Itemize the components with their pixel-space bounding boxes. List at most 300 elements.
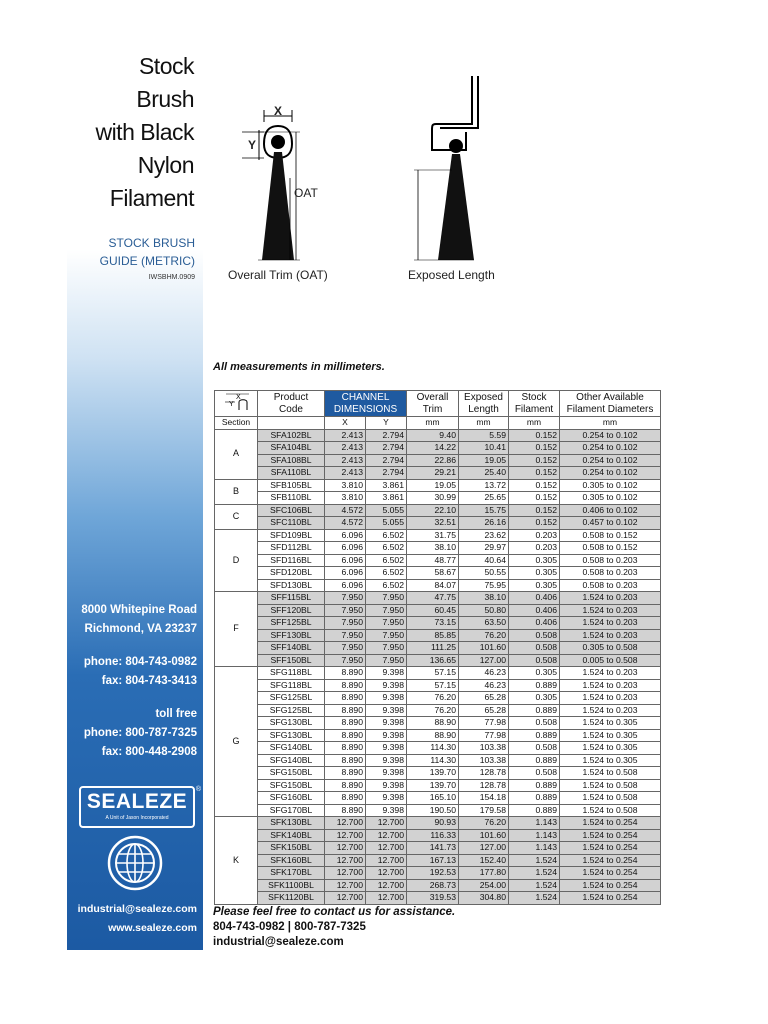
table-cell: 0.889: [509, 754, 560, 767]
table-cell: 63.50: [459, 617, 509, 630]
table-cell: 128.78: [459, 779, 509, 792]
table-cell: 1.524 to 0.305: [560, 717, 661, 730]
table-cell: 8.890: [325, 779, 366, 792]
table-cell: 0.305: [509, 579, 560, 592]
table-row: [215, 654, 661, 667]
logo-registered: ®: [195, 786, 201, 793]
table-cell: 8.890: [325, 692, 366, 705]
table-cell: 38.10: [459, 592, 509, 605]
table-cell: 3.861: [366, 492, 407, 505]
product-title: [95, 50, 194, 215]
table-cell: 7.950: [366, 629, 407, 642]
table-row: [215, 892, 661, 905]
table-cell: 76.20: [459, 817, 509, 830]
table-cell: 0.305: [509, 692, 560, 705]
table-cell: 190.50: [407, 804, 459, 817]
table-cell: 50.55: [459, 567, 509, 580]
table-cell: SFG118BL: [258, 679, 325, 692]
table-cell: SFK150BL: [258, 842, 325, 855]
table-cell: 57.15: [407, 679, 459, 692]
table-cell: SFG125BL: [258, 692, 325, 705]
table-cell: 2.794: [366, 442, 407, 455]
table-cell: 4.572: [325, 504, 366, 517]
brush-spec-table: [214, 390, 661, 905]
table-cell: SFD130BL: [258, 579, 325, 592]
email-link[interactable]: industrial@sealeze.com: [77, 903, 197, 915]
table-cell: 12.700: [325, 842, 366, 855]
table-cell: SFK130BL: [258, 817, 325, 830]
table-cell: 2.413: [325, 454, 366, 467]
table-cell: 2.413: [325, 467, 366, 480]
table-cell: 12.700: [325, 829, 366, 842]
table-cell: 77.98: [459, 717, 509, 730]
table-cell: SFC110BL: [258, 517, 325, 530]
table-row: [215, 479, 661, 492]
table-cell: 6.502: [366, 579, 407, 592]
table-cell: SFG130BL: [258, 717, 325, 730]
table-cell: 0.508 to 0.203: [560, 579, 661, 592]
table-cell: 22.10: [407, 504, 459, 517]
header-line: Product: [273, 391, 309, 403]
table-cell: 8.890: [325, 804, 366, 817]
table-cell: 0.508 to 0.152: [560, 529, 661, 542]
table-cell: 9.398: [366, 679, 407, 692]
sidebar: [67, 228, 203, 950]
channel-dimensions-header: [325, 391, 407, 417]
table-cell: 65.28: [459, 692, 509, 705]
table-cell: 1.524: [509, 879, 560, 892]
table-row: [215, 704, 661, 717]
title-line: Nylon: [137, 152, 194, 178]
table-cell: SFD112BL: [258, 542, 325, 555]
table-cell: 88.90: [407, 717, 459, 730]
section-icon: [221, 391, 251, 411]
table-cell: 1.524 to 0.203: [560, 629, 661, 642]
oat-label: OAT: [294, 186, 318, 200]
table-cell: 0.152: [509, 454, 560, 467]
tollfree-phone[interactable]: phone: 800-787-7325: [83, 727, 197, 739]
table-cell: 12.700: [366, 854, 407, 867]
table-cell: SFD116BL: [258, 554, 325, 567]
tollfree-label: toll free: [155, 708, 197, 720]
table-cell: 9.398: [366, 792, 407, 805]
table-cell: 48.77: [407, 554, 459, 567]
header-line: Trim: [422, 403, 443, 415]
table-row: [215, 492, 661, 505]
header-line: Stock: [521, 391, 547, 403]
table-cell: 103.38: [459, 754, 509, 767]
table-cell: 0.152: [509, 429, 560, 442]
table-cell: 1.524 to 0.254: [560, 842, 661, 855]
table-cell: 0.152: [509, 442, 560, 455]
footer-email[interactable]: industrial@sealeze.com: [213, 936, 344, 948]
exposed-length-header: [459, 391, 509, 417]
x-dimension-label: X: [274, 104, 283, 118]
exposed-length-caption: Exposed Length: [408, 268, 495, 282]
table-row: [215, 579, 661, 592]
table-cell: SFG150BL: [258, 779, 325, 792]
table-cell: 0.305: [509, 567, 560, 580]
table-cell: SFA104BL: [258, 442, 325, 455]
table-row: [215, 792, 661, 805]
table-cell: 8.890: [325, 704, 366, 717]
table-cell: 9.398: [366, 754, 407, 767]
table-row: [215, 429, 661, 442]
table-cell: 0.406 to 0.102: [560, 504, 661, 517]
section-cell: G: [215, 667, 258, 817]
table-cell: 1.524 to 0.305: [560, 754, 661, 767]
section-cell: D: [215, 529, 258, 592]
table-cell: 1.524: [509, 892, 560, 905]
table-cell: 1.143: [509, 817, 560, 830]
table-cell: 9.398: [366, 729, 407, 742]
title-line: Filament: [109, 185, 194, 211]
table-cell: SFG170BL: [258, 804, 325, 817]
table-cell: 0.152: [509, 492, 560, 505]
title-line: Stock: [138, 53, 194, 79]
table-cell: 0.457 to 0.102: [560, 517, 661, 530]
table-cell: 60.45: [407, 604, 459, 617]
table-cell: 192.53: [407, 867, 459, 880]
overall-trim-header: [407, 391, 459, 417]
document-id: IWSBHM.0909: [148, 274, 195, 281]
table-cell: 3.810: [325, 479, 366, 492]
table-cell: SFG130BL: [258, 729, 325, 742]
table-row: [215, 817, 661, 830]
table-cell: 12.700: [325, 892, 366, 905]
table-cell: 7.950: [366, 604, 407, 617]
table-cell: 0.508: [509, 654, 560, 667]
units-cell: mm: [560, 417, 661, 430]
table-cell: SFD109BL: [258, 529, 325, 542]
table-row: [215, 517, 661, 530]
table-cell: 12.700: [366, 829, 407, 842]
table-cell: 0.254 to 0.102: [560, 454, 661, 467]
table-row: [215, 717, 661, 730]
table-cell: 167.13: [407, 854, 459, 867]
header-line: Other Available: [576, 391, 644, 403]
logo-name: SEALEZE: [86, 790, 188, 813]
table-cell: SFA102BL: [258, 429, 325, 442]
table-row: [215, 567, 661, 580]
table-cell: 26.16: [459, 517, 509, 530]
table-cell: SFK1120BL: [258, 892, 325, 905]
table-row: [215, 742, 661, 755]
table-row: [215, 767, 661, 780]
section-icon-header: [215, 391, 258, 417]
table-cell: 5.055: [366, 504, 407, 517]
table-row: [215, 454, 661, 467]
table-cell: 9.398: [366, 779, 407, 792]
table-cell: SFF115BL: [258, 592, 325, 605]
table-cell: 0.305: [509, 554, 560, 567]
sealeze-logo: [79, 786, 201, 828]
table-cell: 8.890: [325, 679, 366, 692]
units-cell: Section: [215, 417, 258, 430]
svg-text:X: X: [236, 394, 241, 401]
guide-line: GUIDE (METRIC): [99, 254, 195, 268]
table-cell: SFK160BL: [258, 854, 325, 867]
table-cell: 0.203: [509, 542, 560, 555]
fax: fax: 804-743-3413: [101, 675, 197, 687]
table-cell: 1.524 to 0.203: [560, 604, 661, 617]
table-cell: 0.508 to 0.203: [560, 554, 661, 567]
table-cell: 1.524 to 0.254: [560, 854, 661, 867]
table-cell: 12.700: [366, 867, 407, 880]
table-cell: 1.524 to 0.203: [560, 704, 661, 717]
table-cell: 6.096: [325, 554, 366, 567]
header-line: Filament Diameters: [566, 403, 654, 415]
table-cell: 14.22: [407, 442, 459, 455]
table-row: [215, 604, 661, 617]
table-cell: 7.950: [325, 654, 366, 667]
table-cell: 9.398: [366, 767, 407, 780]
table-cell: 1.524 to 0.203: [560, 667, 661, 680]
table-cell: 114.30: [407, 742, 459, 755]
logo-subtitle: A Unit of Jason Incorporated: [105, 815, 169, 821]
header-line: Length: [468, 403, 499, 415]
brush-diagram-drawing: [228, 70, 538, 290]
stock-filament-header: [509, 391, 560, 417]
table-cell: SFG125BL: [258, 704, 325, 717]
table-cell: 0.203: [509, 529, 560, 542]
table-cell: 304.80: [459, 892, 509, 905]
table-cell: 8.890: [325, 792, 366, 805]
table-row: [215, 804, 661, 817]
table-row: [215, 779, 661, 792]
website-link[interactable]: www.sealeze.com: [108, 922, 197, 934]
table-cell: 1.524 to 0.305: [560, 729, 661, 742]
table-cell: 25.65: [459, 492, 509, 505]
overall-trim-caption: Overall Trim (OAT): [228, 268, 328, 282]
table-cell: 90.93: [407, 817, 459, 830]
other-diameters-header: [560, 391, 661, 417]
table-cell: SFG140BL: [258, 742, 325, 755]
table-cell: 1.524 to 0.203: [560, 692, 661, 705]
table-cell: SFB110BL: [258, 492, 325, 505]
table-cell: 7.950: [325, 642, 366, 655]
table-row: [215, 679, 661, 692]
table-cell: 3.861: [366, 479, 407, 492]
table-cell: 165.10: [407, 792, 459, 805]
table-cell: SFC106BL: [258, 504, 325, 517]
table-row: [215, 829, 661, 842]
table-cell: 73.15: [407, 617, 459, 630]
header-line: Filament: [514, 403, 554, 415]
units-cell: Y: [366, 417, 407, 430]
table-cell: 76.20: [407, 704, 459, 717]
table-cell: 12.700: [325, 817, 366, 830]
table-row: [215, 754, 661, 767]
table-cell: 254.00: [459, 879, 509, 892]
table-cell: 0.152: [509, 479, 560, 492]
table-cell: 29.97: [459, 542, 509, 555]
table-cell: 1.524 to 0.508: [560, 767, 661, 780]
table-cell: 6.096: [325, 529, 366, 542]
units-cell: mm: [407, 417, 459, 430]
table-cell: 1.143: [509, 842, 560, 855]
table-cell: 58.67: [407, 567, 459, 580]
table-cell: 12.700: [366, 817, 407, 830]
table-cell: 0.508 to 0.152: [560, 542, 661, 555]
table-cell: 32.51: [407, 517, 459, 530]
table-cell: 47.75: [407, 592, 459, 605]
table-cell: 0.152: [509, 467, 560, 480]
section-cell: C: [215, 504, 258, 529]
table-row: [215, 442, 661, 455]
table-cell: 19.05: [407, 479, 459, 492]
table-cell: 1.524 to 0.203: [560, 679, 661, 692]
header-line: Overall: [416, 391, 449, 403]
assistance-note: Please feel free to contact us for assistance.: [213, 906, 456, 918]
table-cell: 5.59: [459, 429, 509, 442]
table-cell: 1.524 to 0.254: [560, 817, 661, 830]
header-line: CHANNEL: [341, 391, 390, 403]
table-cell: 85.85: [407, 629, 459, 642]
table-cell: 40.64: [459, 554, 509, 567]
table-cell: SFF130BL: [258, 629, 325, 642]
table-cell: 1.524 to 0.305: [560, 742, 661, 755]
table-row: [215, 867, 661, 880]
table-cell: 6.096: [325, 542, 366, 555]
table-cell: 7.950: [325, 604, 366, 617]
table-cell: 9.398: [366, 742, 407, 755]
table-cell: 9.398: [366, 667, 407, 680]
table-cell: 1.143: [509, 829, 560, 842]
table-cell: 29.21: [407, 467, 459, 480]
measurement-note: All measurements in millimeters.: [213, 361, 385, 373]
table-cell: 8.890: [325, 767, 366, 780]
units-cell: X: [325, 417, 366, 430]
table-cell: SFF140BL: [258, 642, 325, 655]
table-cell: 12.700: [366, 892, 407, 905]
table-cell: 19.05: [459, 454, 509, 467]
table-cell: 6.502: [366, 529, 407, 542]
brush-diagram: [228, 70, 538, 290]
phone[interactable]: phone: 804-743-0982: [83, 656, 197, 668]
table-cell: 1.524 to 0.508: [560, 804, 661, 817]
table-cell: 2.794: [366, 454, 407, 467]
table-cell: 6.502: [366, 567, 407, 580]
table-cell: 57.15: [407, 667, 459, 680]
address-line-2: Richmond, VA 23237: [84, 623, 197, 635]
table-cell: SFD120BL: [258, 567, 325, 580]
table-cell: SFK140BL: [258, 829, 325, 842]
table-cell: 10.41: [459, 442, 509, 455]
title-line: with Black: [95, 119, 194, 145]
table-cell: SFG140BL: [258, 754, 325, 767]
table-cell: SFK170BL: [258, 867, 325, 880]
table-cell: 25.40: [459, 467, 509, 480]
table-cell: 0.508: [509, 717, 560, 730]
table-cell: 0.305 to 0.508: [560, 642, 661, 655]
table-cell: 6.502: [366, 542, 407, 555]
footer-contact: [213, 905, 455, 950]
table-row: [215, 629, 661, 642]
table-cell: 0.406: [509, 617, 560, 630]
table-cell: 6.096: [325, 567, 366, 580]
table-cell: 0.508: [509, 629, 560, 642]
table-cell: 50.80: [459, 604, 509, 617]
table-row: [215, 542, 661, 555]
table-row: [215, 592, 661, 605]
footer-phones[interactable]: 804-743-0982 | 800-787-7325: [213, 921, 366, 933]
table-cell: 0.305: [509, 667, 560, 680]
title-line: Brush: [136, 86, 194, 112]
table-cell: 2.794: [366, 429, 407, 442]
table-cell: SFB105BL: [258, 479, 325, 492]
table-cell: 0.889: [509, 792, 560, 805]
table-cell: 0.152: [509, 517, 560, 530]
table-cell: 1.524 to 0.508: [560, 792, 661, 805]
spec-table-body: [215, 429, 661, 904]
table-cell: 103.38: [459, 742, 509, 755]
table-cell: 8.890: [325, 667, 366, 680]
table-cell: SFA110BL: [258, 467, 325, 480]
table-cell: 0.508: [509, 742, 560, 755]
table-cell: 139.70: [407, 767, 459, 780]
table-cell: 8.890: [325, 729, 366, 742]
units-cell: [258, 417, 325, 430]
table-cell: 4.572: [325, 517, 366, 530]
guide-line: STOCK BRUSH: [108, 236, 195, 250]
table-cell: 15.75: [459, 504, 509, 517]
table-cell: 1.524 to 0.508: [560, 779, 661, 792]
table-cell: 2.413: [325, 429, 366, 442]
table-cell: 0.152: [509, 504, 560, 517]
table-cell: 114.30: [407, 754, 459, 767]
table-row: [215, 554, 661, 567]
table-cell: 177.80: [459, 867, 509, 880]
table-cell: 9.40: [407, 429, 459, 442]
table-cell: 12.700: [325, 867, 366, 880]
table-cell: 9.398: [366, 704, 407, 717]
table-cell: 9.398: [366, 717, 407, 730]
table-cell: 1.524 to 0.254: [560, 829, 661, 842]
table-cell: 127.00: [459, 654, 509, 667]
web-contact: [78, 900, 197, 938]
table-cell: 111.25: [407, 642, 459, 655]
table-cell: 7.950: [325, 629, 366, 642]
table-cell: 136.65: [407, 654, 459, 667]
table-cell: 0.889: [509, 704, 560, 717]
table-cell: 76.20: [407, 692, 459, 705]
table-cell: 0.406: [509, 592, 560, 605]
tollfree-fax: fax: 800-448-2908: [101, 746, 197, 758]
table-cell: 1.524 to 0.254: [560, 879, 661, 892]
table-cell: 154.18: [459, 792, 509, 805]
table-cell: 38.10: [407, 542, 459, 555]
table-cell: SFG150BL: [258, 767, 325, 780]
table-cell: SFG118BL: [258, 667, 325, 680]
table-cell: 179.58: [459, 804, 509, 817]
table-cell: SFG160BL: [258, 792, 325, 805]
units-row: [215, 417, 661, 430]
header-line: Code: [279, 403, 303, 415]
table-cell: 2.413: [325, 442, 366, 455]
table-row: [215, 617, 661, 630]
table-cell: 1.524 to 0.203: [560, 617, 661, 630]
table-cell: 319.53: [407, 892, 459, 905]
table-row: [215, 529, 661, 542]
table-cell: SFF150BL: [258, 654, 325, 667]
table-cell: 101.60: [459, 829, 509, 842]
table-cell: 268.73: [407, 879, 459, 892]
section-cell: A: [215, 429, 258, 479]
table-cell: 6.502: [366, 554, 407, 567]
table-row: [215, 854, 661, 867]
table-cell: 1.524 to 0.254: [560, 892, 661, 905]
